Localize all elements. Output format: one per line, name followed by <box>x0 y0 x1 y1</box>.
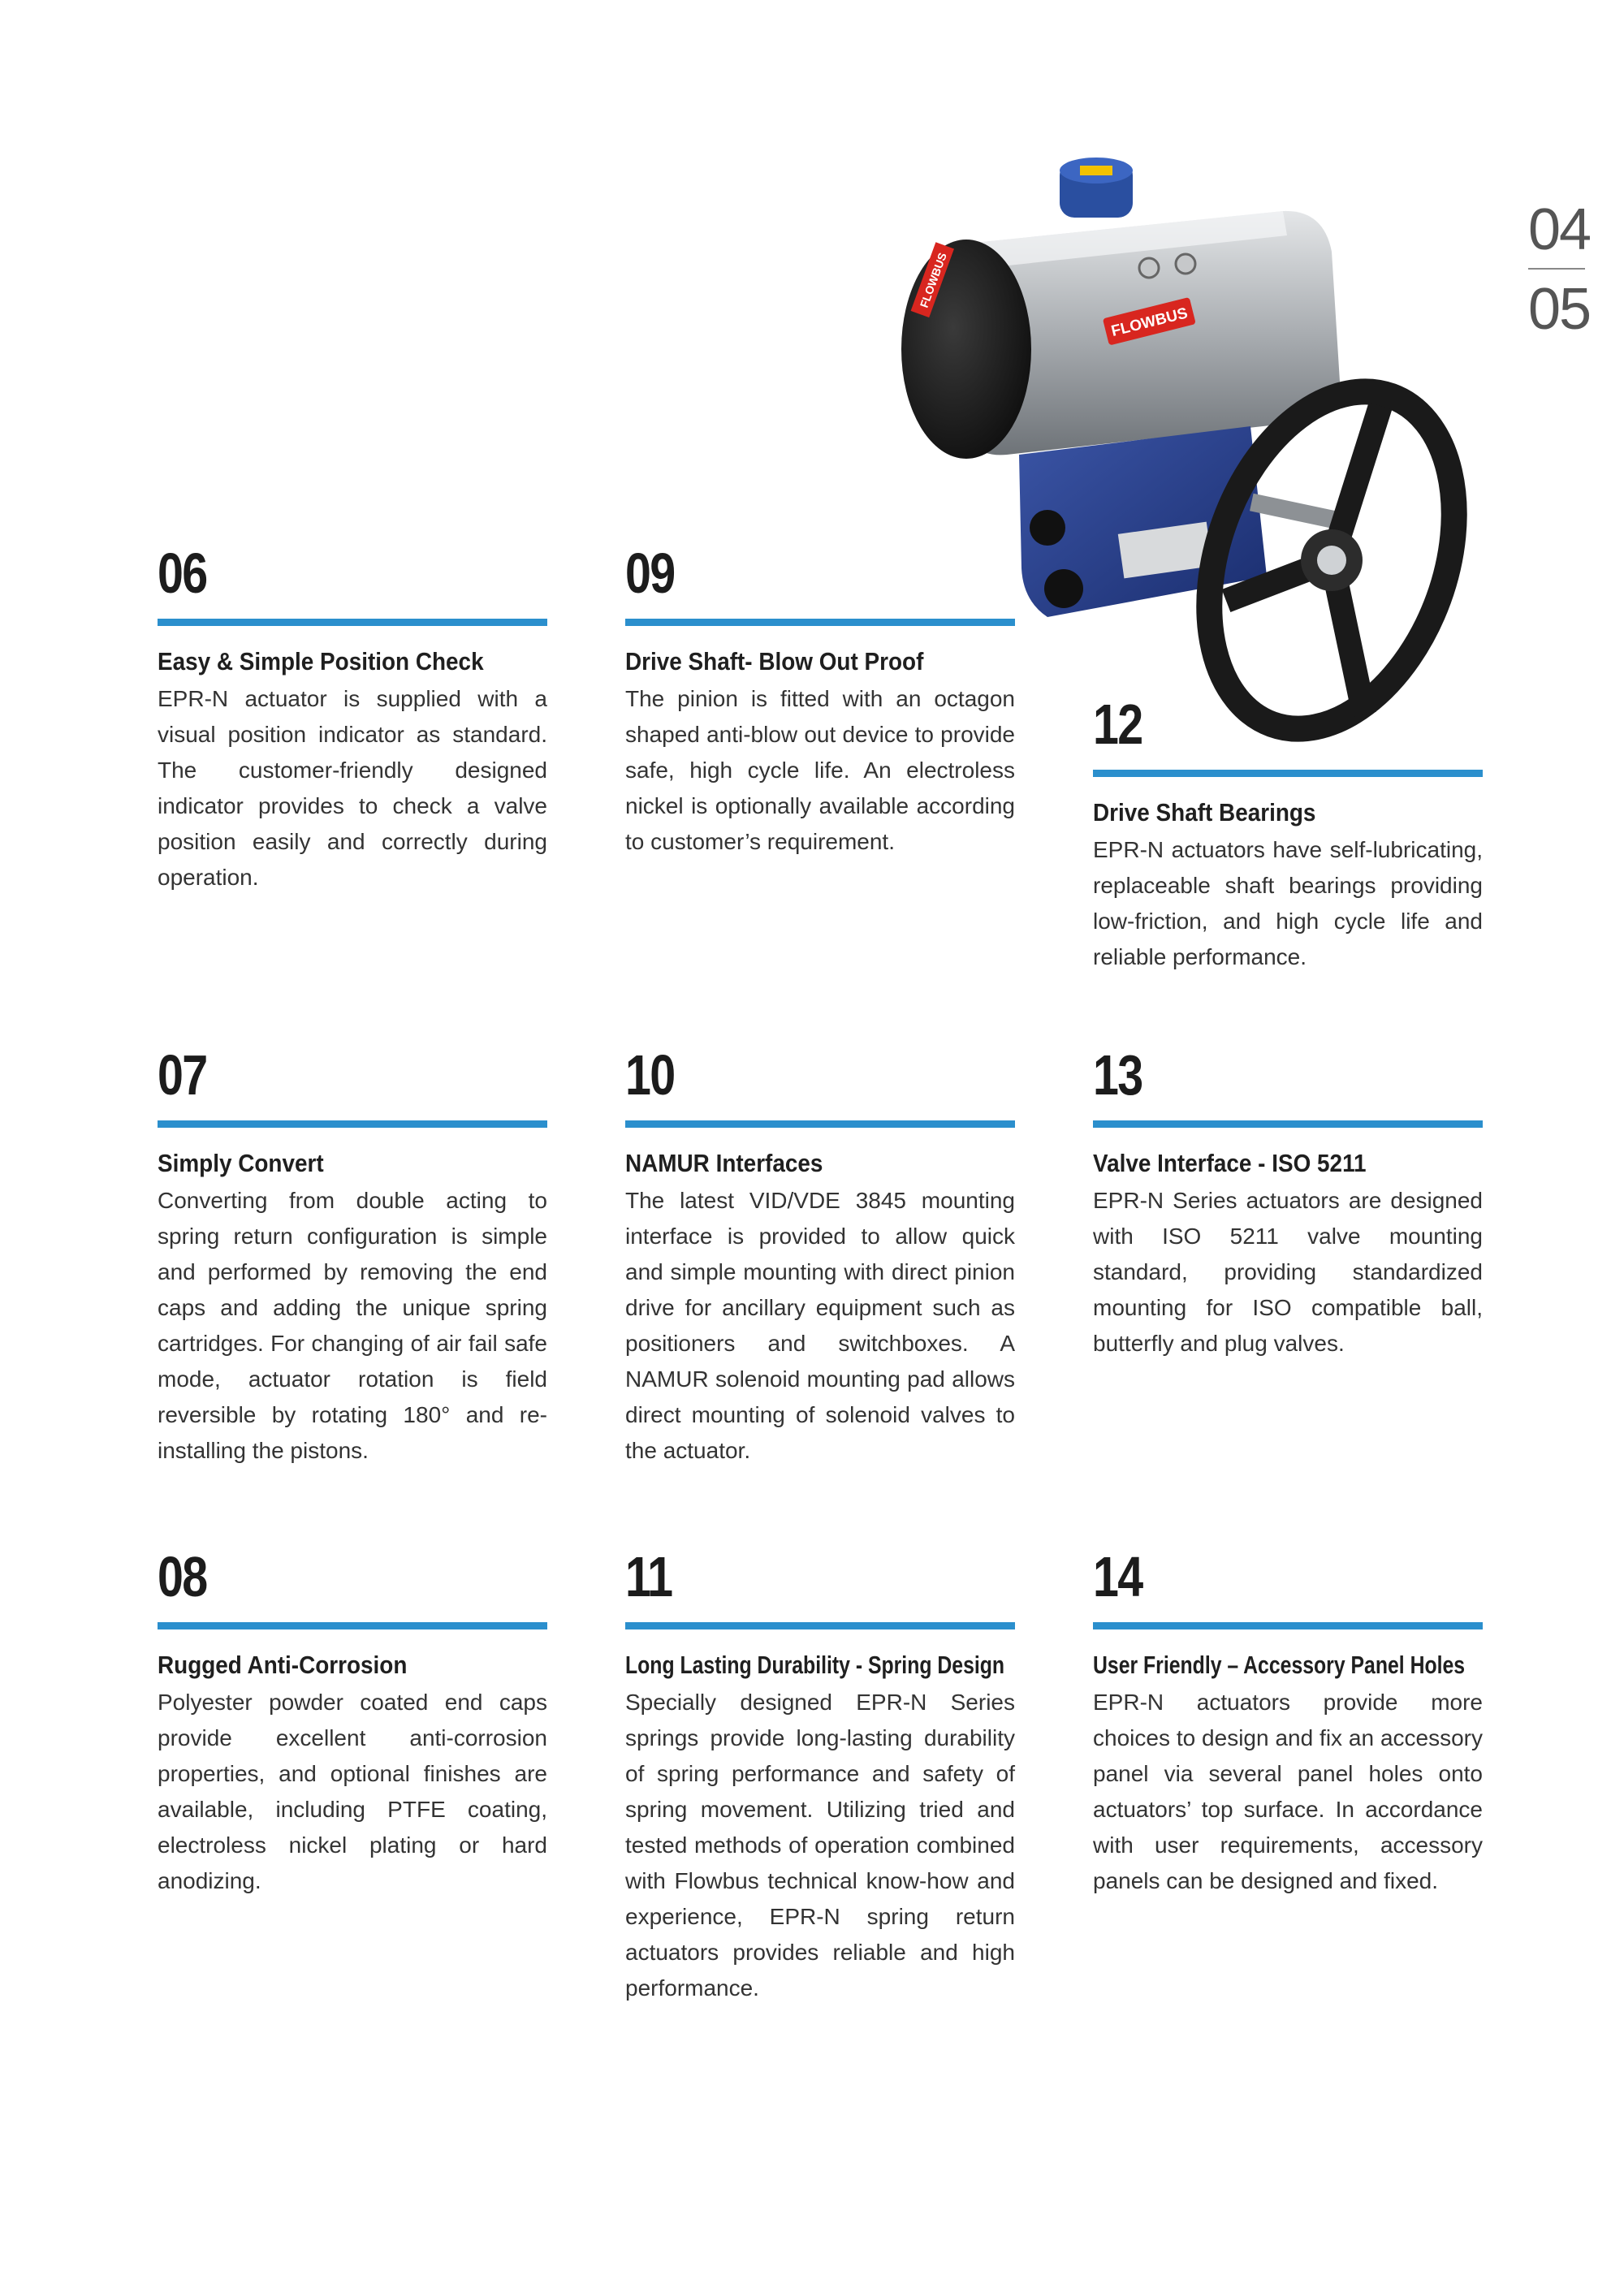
page-number-divider <box>1528 268 1585 270</box>
feature-body: EPR-N actuators provide more choices to design and fix an accessory panel via several panel holes onto actuators’ top surface. In accordance with user requirements, accessory panels can be designed and fixed. <box>1093 1690 1483 1893</box>
feature-08 <box>158 1544 547 1899</box>
feature-11 <box>625 1544 1015 2006</box>
feature-body: The latest VID/VDE 3845 mounting interface is provided to allow quick and simple mounting with direct pinion drive for ancillary equipment such as positioners and switchboxes. A NAMUR solenoid mounting pad allows direct mounting of solenoid valves to the actuator. <box>625 1188 1015 1463</box>
feature-number: 10 <box>625 1043 675 1107</box>
feature-title: Valve Interface - ISO 5211 <box>1093 1149 1367 1177</box>
feature-10 <box>625 1042 1015 1469</box>
feature-number: 13 <box>1093 1043 1142 1107</box>
feature-07 <box>158 1042 547 1469</box>
accent-bar <box>1093 1120 1483 1128</box>
feature-title: User Friendly – Accessory Panel Holes <box>1093 1651 1466 1679</box>
feature-body: Polyester powder coated end caps provide excellent anti-corrosion properties, and optional finishes are available, including PTFE coating, electroless nickel plating or hard anodizing. <box>158 1690 547 1893</box>
feature-title: Rugged Anti-Corrosion <box>158 1651 408 1679</box>
feature-body: EPR-N actuators have self-lubricating, replaceable shaft bearings providing low-friction, and high cycle life and reliable performance. <box>1093 837 1483 969</box>
accent-bar <box>625 1622 1015 1629</box>
accent-bar <box>158 619 547 626</box>
feature-title: Long Lasting Durability - Spring Design <box>625 1651 1005 1679</box>
feature-body: The pinion is fitted with an octagon shaped anti-blow out device to provide safe, high cycle life. An electroless nickel is optionally available according to customer’s requirement. <box>625 686 1015 854</box>
accent-bar <box>1093 770 1483 777</box>
feature-number: 14 <box>1093 1545 1142 1608</box>
accent-bar <box>158 1120 547 1128</box>
accent-bar <box>158 1622 547 1629</box>
feature-12 <box>1093 692 1483 975</box>
feature-body: EPR-N Series actuators are designed with ISO 5211 valve mounting standard, providing standardized mounting for ISO compatible ball, butterfly and plug valves. <box>1093 1188 1483 1356</box>
feature-number: 08 <box>158 1545 207 1608</box>
feature-13 <box>1093 1042 1483 1362</box>
feature-number: 06 <box>158 542 207 605</box>
feature-number: 09 <box>625 542 675 605</box>
feature-number: 11 <box>625 1545 672 1608</box>
feature-title: Easy & Simple Position Check <box>158 647 484 676</box>
end-cap <box>901 240 1031 459</box>
page-number <box>1528 195 1591 344</box>
feature-title: NAMUR Interfaces <box>625 1149 823 1177</box>
feature-09 <box>625 541 1015 860</box>
feature-body: Converting from double acting to spring return configuration is simple and performed by removing the end caps and adding the unique spring cartridges. For changing of air fail safe mode, actuator rotation is field reversible by rotating 180° and re-installing the pistons. <box>158 1188 547 1463</box>
feature-number: 12 <box>1093 693 1142 756</box>
brand-label-text: FLOWBUS <box>1109 304 1190 340</box>
feature-body: EPR-N actuator is supplied with a visual position indicator as standard. The customer-friendly designed indicator provides to check a valve position easily and correctly during operation. <box>158 686 547 890</box>
page-number-top: 04 <box>1528 197 1591 262</box>
accent-bar <box>625 619 1015 626</box>
feature-title: Drive Shaft- Blow Out Proof <box>625 647 924 676</box>
feature-06 <box>158 541 547 896</box>
accent-bar <box>1093 1622 1483 1629</box>
feature-body: Specially designed EPR-N Series springs provide long-lasting durability of spring performance and safety of spring movement. Utilizing tried and tested methods of operation combined with Flowbus technical know-how and experience, EPR-N spring return actuators provides reliable and high performance. <box>625 1690 1015 2001</box>
cap-label-text: FLOWBUS <box>917 251 949 310</box>
page-number-bottom: 05 <box>1528 277 1591 342</box>
feature-title: Simply Convert <box>158 1149 324 1177</box>
feature-title: Drive Shaft Bearings <box>1093 798 1316 827</box>
feature-number: 07 <box>158 1043 207 1107</box>
feature-14 <box>1093 1544 1483 1899</box>
accent-bar <box>625 1120 1015 1128</box>
